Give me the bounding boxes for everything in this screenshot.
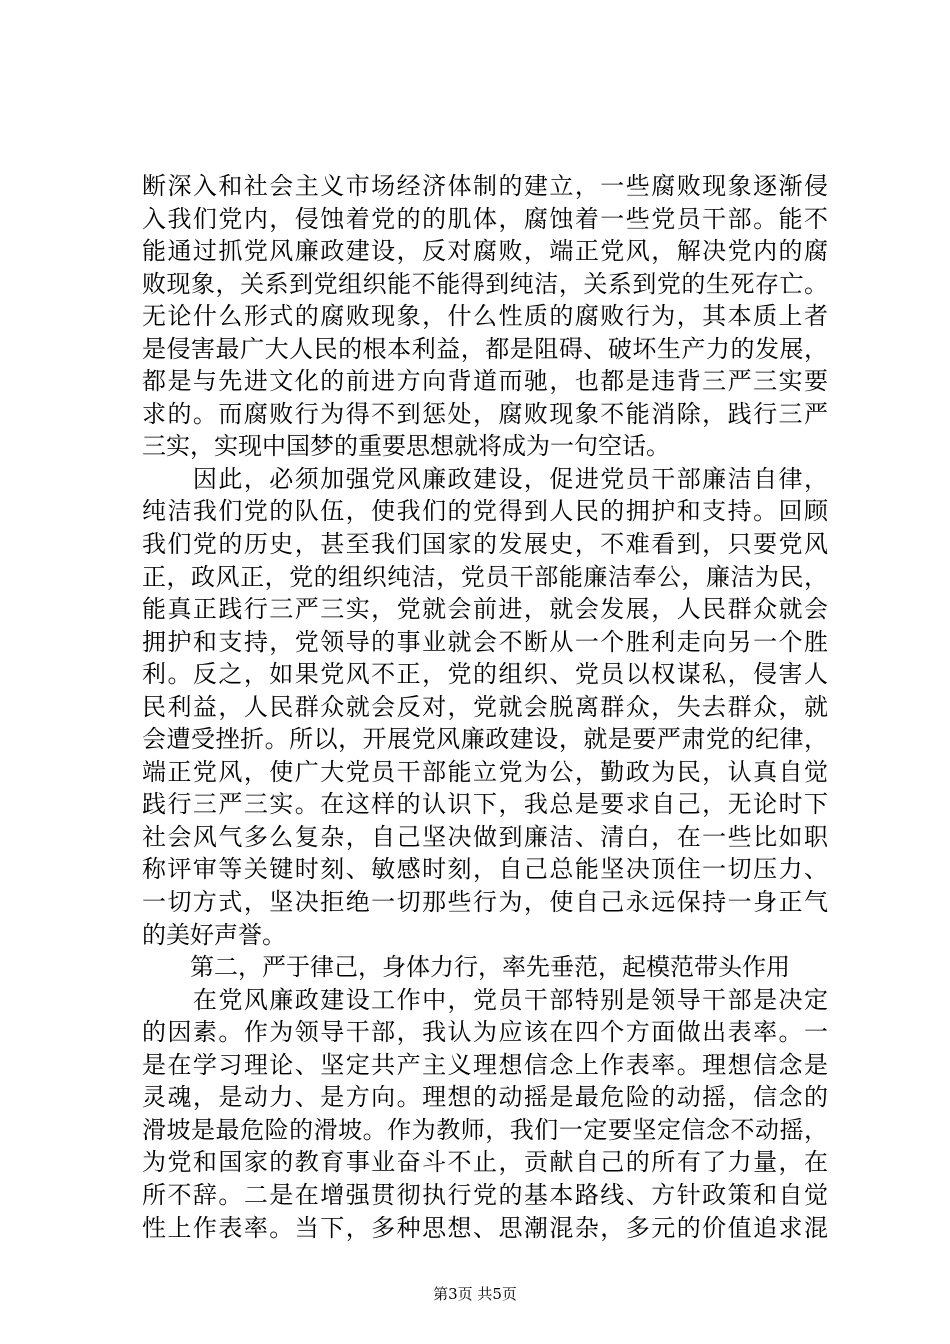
text-line: 会遭受挫折。所以，开展党风廉政建设，就是要严肃党的纪律， [142,725,828,754]
text-line: 为党和国家的教育事业奋斗不止，贡献自己的所有了力量，在 [142,1148,828,1177]
text-line: 都是与先进文化的前进方向背道而驰，也都是违背三严三实要 [142,367,828,396]
text-line: 无论什么形式的腐败现象，什么性质的腐败行为，其本质上者 [142,302,828,331]
text-line: 败现象，关系到党组织能不能得到纯洁，关系到党的生死存亡。 [142,269,828,298]
text-line: 纯洁我们党的队伍，使我们的党得到人民的拥护和支持。回顾 [142,497,828,526]
text-line: 能通过抓党风廉政建设，反对腐败，端正党风，解决党内的腐 [142,237,828,266]
text-line: 性上作表率。当下，多种思想、思潮混杂，多元的价值追求混 [142,1213,828,1242]
text-line: 社会风气多么复杂，自己坚决做到廉洁、清白，在一些比如职 [142,822,828,851]
text-line: 断深入和社会主义市场经济体制的建立，一些腐败现象逐渐侵 [142,172,828,200]
text-line: 的因素。作为领导干部，我认为应该在四个方面做出表率。一 [142,1018,828,1047]
body-text [142,170,828,1244]
text-line: 三实，实现中国梦的重要思想就将成为一句空话。 [142,432,670,461]
page-footer: 第3页 共5页 [433,1285,517,1303]
text-line: 的美好声誉。 [142,920,286,949]
text-line: 一切方式，坚决拒绝一切那些行为，使自己永远保持一身正气 [142,888,828,917]
text-line: 践行三严三实。在这样的认识下，我总是要求自己，无论时下 [142,790,828,819]
text-line: 所不辞。二是在增强贯彻执行党的基本路线、方针政策和自觉 [142,1180,828,1209]
text-line: 灵魂，是动力、是方向。理想的动摇是最危险的动摇，信念的 [142,1083,828,1112]
text-line: 因此，必须加强党风廉政建设，促进党员干部廉洁自律， [142,464,828,493]
text-line: 滑坡是最危险的滑坡。作为教师，我们一定要坚定信念不动摇， [142,1115,828,1144]
text-line: 正，政风正，党的组织纯洁，党员干部能廉洁奉公，廉洁为民， [142,562,828,591]
text-line: 我们党的历史，甚至我们国家的发展史，不难看到，只要党风 [142,530,828,559]
text-line: 端正党风，使广大党员干部能立党为公，勤政为民，认真自觉 [142,757,828,786]
text-line: 是侵害最广大人民的根本利益，都是阻碍、破坏生产力的发展， [142,334,828,363]
text-line: 求的。而腐败行为得不到惩处，腐败现象不能消除，践行三严 [142,399,828,428]
text-line: 第二，严于律己，身体力行，率先垂范，起模范带头作用 [142,953,790,982]
text-line: 入我们党内，侵蚀着党的的肌体，腐蚀着一些党员干部。能不 [142,204,828,233]
text-line: 能真正践行三严三实，党就会前进，就会发展，人民群众就会 [142,595,828,624]
text-line: 利。反之，如果党风不正，党的组织、党员以权谋私，侵害人 [142,660,828,689]
text-line: 民利益，人民群众就会反对，党就会脱离群众，失去群众，就 [142,692,828,721]
text-line: 拥护和支持，党领导的事业就会不断从一个胜利走向另一个胜 [142,627,828,656]
text-line: 在党风廉政建设工作中，党员干部特别是领导干部是决定 [142,985,828,1014]
text-line: 是在学习理论、坚定共产主义理想信念上作表率。理想信念是 [142,1050,828,1079]
text-line: 称评审等关键时刻、敏感时刻，自己总能坚决顶住一切压力、 [142,855,828,884]
